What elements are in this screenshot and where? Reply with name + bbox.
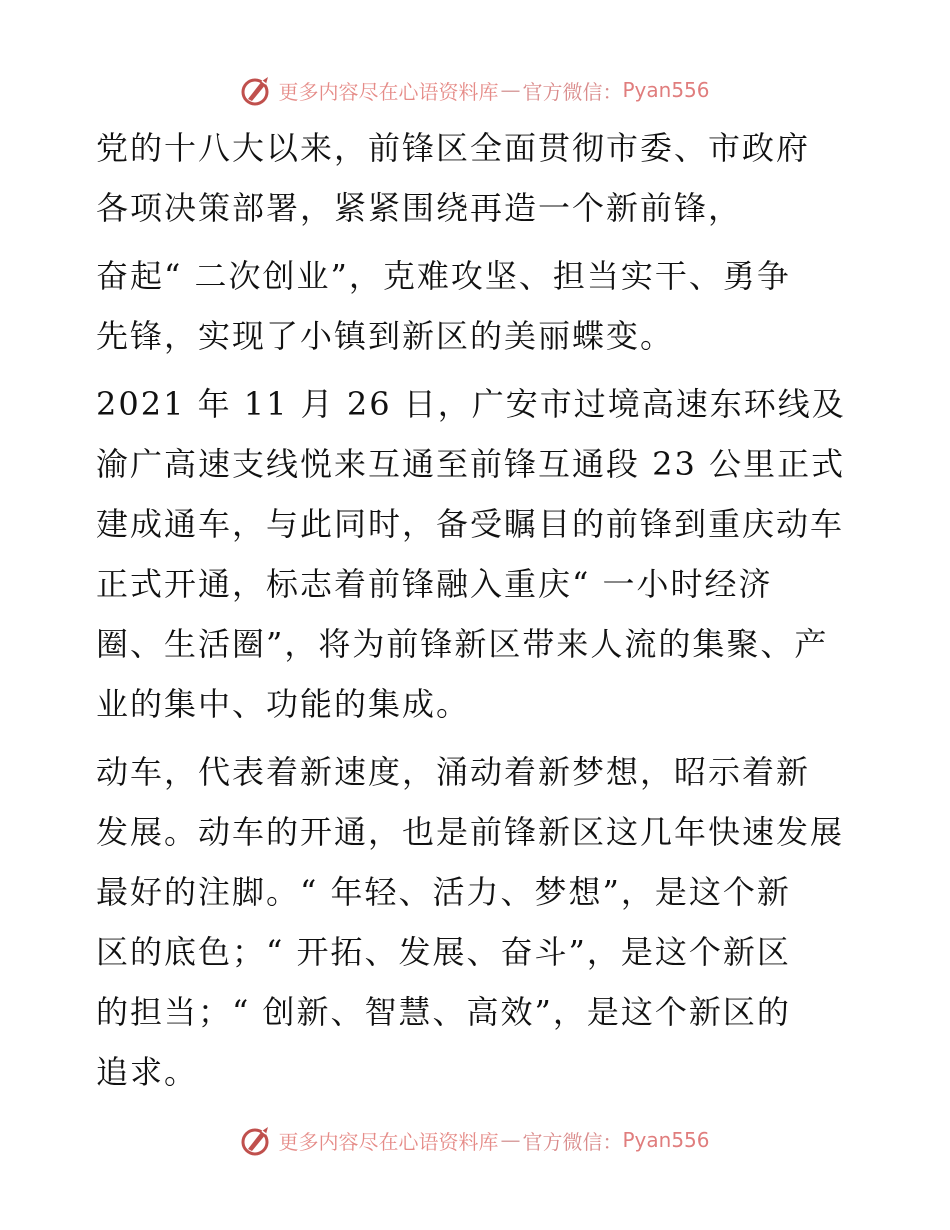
banner-text: 更多内容尽在心语资料库 [278, 79, 499, 104]
text-line: 党的十八大以来，前锋区全面贯彻市委、市政府 [96, 129, 811, 167]
pen-nib-circle-icon [240, 1123, 274, 1157]
paragraph-2 [96, 246, 856, 366]
text-line: 动车，代表着新速度，涌动着新梦想，昭示着新 [96, 753, 811, 791]
text-line: 业的集中、功能的集成。 [96, 685, 471, 723]
text-line: 渝广高速支线悦来互通至前锋互通段 23 公里正式 [96, 445, 846, 483]
text-line: 追求。 [96, 1053, 199, 1091]
paragraph-3 [96, 374, 856, 734]
text-line: 圈、生活圈”，将为前锋新区带来人流的集聚、产 [96, 625, 829, 663]
paragraph-1 [96, 118, 856, 238]
text-line: 区的底色；“ 开拓、发展、奋斗”，是这个新区 [96, 933, 791, 971]
text-line: 发展。动车的开通，也是前锋新区这几年快速发展 [96, 813, 845, 851]
banner-wechat-label: 官方微信： [522, 79, 623, 104]
banner-wechat-id: Pyan556 [622, 78, 710, 102]
header-banner [0, 70, 950, 110]
text-line: 各项决策部署，紧紧围绕再造一个新前锋， [96, 189, 743, 227]
text-line: 的担当；“ 创新、智慧、高效”，是这个新区的 [96, 993, 791, 1031]
text-line: 奋起“ 二次创业”，克难攻坚、担当实干、勇争 [96, 257, 791, 295]
text-line: 最好的注脚。“ 年轻、活力、梦想”，是这个新 [96, 873, 791, 911]
banner-text: 更多内容尽在心语资料库 [278, 1129, 499, 1154]
footer-banner [0, 1120, 950, 1160]
document-body [96, 118, 856, 1102]
banner-separator: — [500, 1128, 521, 1152]
banner-wechat-label: 官方微信： [522, 1129, 623, 1154]
paragraph-4 [96, 742, 856, 1102]
banner-wechat-id: Pyan556 [622, 1128, 710, 1152]
text-line: 2021 年 11 月 26 日，广安市过境高速东环线及 [96, 385, 846, 423]
pen-nib-circle-icon [240, 73, 274, 107]
text-line: 建成通车，与此同时，备受瞩目的前锋到重庆动车 [96, 505, 845, 543]
text-line: 先锋，实现了小镇到新区的美丽蝶变。 [96, 317, 675, 355]
banner-separator: — [500, 78, 521, 102]
text-line: 正式开通，标志着前锋融入重庆“ 一小时经济 [96, 565, 773, 603]
